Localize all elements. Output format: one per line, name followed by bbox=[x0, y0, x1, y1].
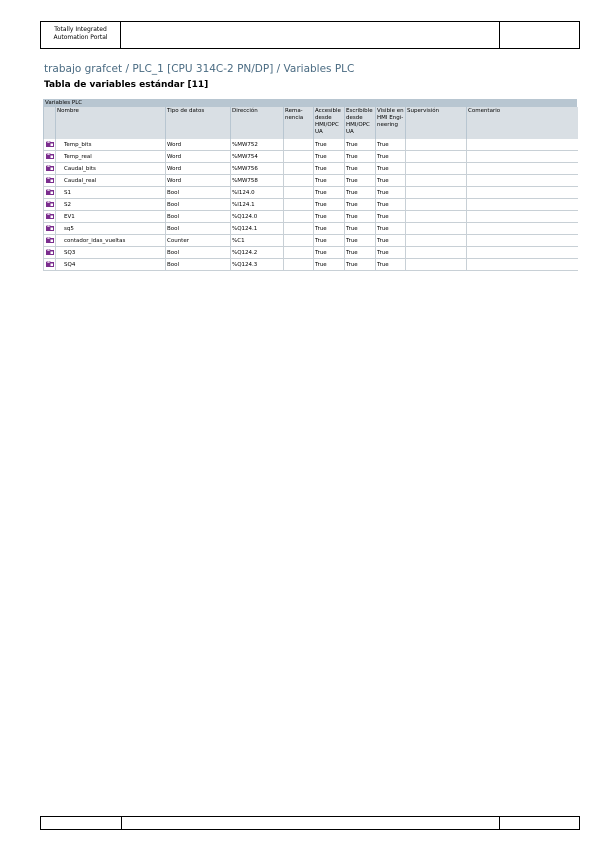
cell-type: Word bbox=[166, 151, 231, 163]
plc-tag-icon bbox=[46, 213, 54, 219]
cell-address: %MW756 bbox=[231, 163, 284, 175]
cell-address: %MW754 bbox=[231, 151, 284, 163]
plc-tag-icon bbox=[46, 153, 54, 159]
cell-visible: True bbox=[376, 247, 406, 259]
cell-supervision bbox=[406, 259, 467, 271]
cell-retain bbox=[284, 139, 314, 151]
table-row bbox=[44, 247, 578, 259]
cell-accessible: True bbox=[314, 211, 345, 223]
cell-name: Temp_bits bbox=[56, 139, 166, 151]
cell-supervision bbox=[406, 139, 467, 151]
cell-retain bbox=[284, 163, 314, 175]
breadcrumb-section: Variables PLC bbox=[283, 63, 355, 75]
cell-address: %I124.0 bbox=[231, 187, 284, 199]
icon-cell bbox=[44, 211, 56, 223]
cell-writable: True bbox=[345, 211, 376, 223]
plc-tag-icon bbox=[46, 237, 54, 243]
plc-tag-icon bbox=[46, 249, 54, 255]
column-header-visible: Visible en HMI Engi- neering bbox=[376, 107, 406, 139]
cell-writable: True bbox=[345, 247, 376, 259]
cell-name: SQ3 bbox=[56, 247, 166, 259]
cell-retain bbox=[284, 199, 314, 211]
cell-visible: True bbox=[376, 175, 406, 187]
cell-writable: True bbox=[345, 259, 376, 271]
cell-name: sq5 bbox=[56, 223, 166, 235]
cell-type: Word bbox=[166, 163, 231, 175]
page-header bbox=[40, 21, 580, 49]
cell-writable: True bbox=[345, 151, 376, 163]
table-row bbox=[44, 151, 578, 163]
cell-address: %Q124.1 bbox=[231, 223, 284, 235]
cell-address: %Q124.3 bbox=[231, 259, 284, 271]
table-row bbox=[44, 211, 578, 223]
cell-supervision bbox=[406, 211, 467, 223]
footer-cell-1 bbox=[41, 817, 122, 829]
cell-address: %C1 bbox=[231, 235, 284, 247]
icon-cell bbox=[44, 163, 56, 175]
variables-table bbox=[43, 107, 578, 271]
cell-type: Bool bbox=[166, 187, 231, 199]
cell-retain bbox=[284, 235, 314, 247]
icon-cell bbox=[44, 247, 56, 259]
column-header-type: Tipo de datos bbox=[166, 107, 231, 139]
column-header-address: Dirección bbox=[231, 107, 284, 139]
table-row bbox=[44, 259, 578, 271]
table-row bbox=[44, 235, 578, 247]
cell-visible: True bbox=[376, 163, 406, 175]
cell-comment bbox=[467, 247, 578, 259]
table-row bbox=[44, 163, 578, 175]
plc-tag-icon bbox=[46, 261, 54, 267]
column-header-accessible: Accesible desde HMI/OPC UA bbox=[314, 107, 345, 139]
cell-address: %Q124.0 bbox=[231, 211, 284, 223]
breadcrumb-separator: / bbox=[273, 63, 284, 75]
cell-supervision bbox=[406, 235, 467, 247]
cell-accessible: True bbox=[314, 175, 345, 187]
breadcrumb bbox=[44, 63, 354, 75]
cell-visible: True bbox=[376, 199, 406, 211]
cell-address: %MW758 bbox=[231, 175, 284, 187]
cell-type: Bool bbox=[166, 247, 231, 259]
cell-visible: True bbox=[376, 139, 406, 151]
cell-comment bbox=[467, 139, 578, 151]
cell-comment bbox=[467, 223, 578, 235]
cell-supervision bbox=[406, 163, 467, 175]
table-caption: Variables PLC bbox=[43, 99, 577, 107]
logo-line-2: Automation Portal bbox=[53, 34, 108, 41]
icon-cell bbox=[44, 175, 56, 187]
cell-address: %I124.1 bbox=[231, 199, 284, 211]
cell-supervision bbox=[406, 223, 467, 235]
cell-visible: True bbox=[376, 223, 406, 235]
cell-accessible: True bbox=[314, 163, 345, 175]
column-header-comment: Comentario bbox=[467, 107, 578, 139]
cell-comment bbox=[467, 235, 578, 247]
cell-address: %MW752 bbox=[231, 139, 284, 151]
header-middle-cell bbox=[121, 22, 500, 48]
cell-accessible: True bbox=[314, 187, 345, 199]
cell-supervision bbox=[406, 175, 467, 187]
cell-accessible: True bbox=[314, 247, 345, 259]
cell-supervision bbox=[406, 151, 467, 163]
icon-cell bbox=[44, 223, 56, 235]
icon-cell bbox=[44, 259, 56, 271]
cell-address: %Q124.2 bbox=[231, 247, 284, 259]
cell-retain bbox=[284, 187, 314, 199]
cell-retain bbox=[284, 211, 314, 223]
table-header-row bbox=[44, 107, 578, 139]
table-body bbox=[44, 139, 578, 271]
cell-writable: True bbox=[345, 175, 376, 187]
icon-cell bbox=[44, 199, 56, 211]
icon-cell bbox=[44, 151, 56, 163]
cell-retain bbox=[284, 151, 314, 163]
section-title: Tabla de variables estándar [11] bbox=[44, 80, 209, 90]
plc-tag-icon bbox=[46, 177, 54, 183]
cell-writable: True bbox=[345, 163, 376, 175]
breadcrumb-project: trabajo grafcet bbox=[44, 63, 123, 75]
cell-writable: True bbox=[345, 235, 376, 247]
cell-comment bbox=[467, 151, 578, 163]
cell-accessible: True bbox=[314, 223, 345, 235]
cell-supervision bbox=[406, 187, 467, 199]
column-header-retain: Rema- nencia bbox=[284, 107, 314, 139]
cell-type: Bool bbox=[166, 211, 231, 223]
cell-writable: True bbox=[345, 223, 376, 235]
cell-name: S2 bbox=[56, 199, 166, 211]
cell-visible: True bbox=[376, 259, 406, 271]
cell-accessible: True bbox=[314, 259, 345, 271]
cell-retain bbox=[284, 223, 314, 235]
cell-supervision bbox=[406, 247, 467, 259]
breadcrumb-device: PLC_1 [CPU 314C-2 PN/DP] bbox=[132, 63, 274, 75]
table-row bbox=[44, 175, 578, 187]
cell-name: Caudal_bits bbox=[56, 163, 166, 175]
cell-retain bbox=[284, 259, 314, 271]
cell-accessible: True bbox=[314, 235, 345, 247]
cell-visible: True bbox=[376, 235, 406, 247]
cell-name: Caudal_real bbox=[56, 175, 166, 187]
cell-name: SQ4 bbox=[56, 259, 166, 271]
footer-cell-2 bbox=[121, 817, 500, 829]
cell-supervision bbox=[406, 199, 467, 211]
cell-writable: True bbox=[345, 187, 376, 199]
cell-accessible: True bbox=[314, 151, 345, 163]
cell-accessible: True bbox=[314, 199, 345, 211]
page-footer bbox=[40, 816, 580, 830]
cell-retain bbox=[284, 247, 314, 259]
cell-name: EV1 bbox=[56, 211, 166, 223]
cell-comment bbox=[467, 199, 578, 211]
plc-tag-icon bbox=[46, 165, 54, 171]
cell-type: Bool bbox=[166, 199, 231, 211]
icon-cell bbox=[44, 187, 56, 199]
cell-accessible: True bbox=[314, 139, 345, 151]
column-header-name: Nombre bbox=[56, 107, 166, 139]
cell-type: Bool bbox=[166, 259, 231, 271]
variables-table-wrapper bbox=[43, 99, 577, 271]
tia-portal-logo bbox=[41, 22, 121, 48]
icon-cell bbox=[44, 235, 56, 247]
table-row bbox=[44, 187, 578, 199]
column-header-writable: Escribible desde HMI/OPC UA bbox=[345, 107, 376, 139]
column-header-supervision: Supervisión bbox=[406, 107, 467, 139]
table-row bbox=[44, 223, 578, 235]
logo-line-1: Totally Integrated bbox=[54, 26, 107, 33]
cell-comment bbox=[467, 175, 578, 187]
cell-visible: True bbox=[376, 187, 406, 199]
table-row bbox=[44, 199, 578, 211]
cell-type: Counter bbox=[166, 235, 231, 247]
cell-retain bbox=[284, 175, 314, 187]
cell-type: Word bbox=[166, 175, 231, 187]
cell-type: Word bbox=[166, 139, 231, 151]
cell-writable: True bbox=[345, 139, 376, 151]
table-row bbox=[44, 139, 578, 151]
icon-cell bbox=[44, 139, 56, 151]
cell-comment bbox=[467, 259, 578, 271]
cell-comment bbox=[467, 187, 578, 199]
cell-visible: True bbox=[376, 211, 406, 223]
cell-comment bbox=[467, 163, 578, 175]
cell-name: Temp_real bbox=[56, 151, 166, 163]
cell-writable: True bbox=[345, 199, 376, 211]
plc-tag-icon bbox=[46, 141, 54, 147]
cell-name: S1 bbox=[56, 187, 166, 199]
cell-comment bbox=[467, 211, 578, 223]
plc-tag-icon bbox=[46, 201, 54, 207]
plc-tag-icon bbox=[46, 225, 54, 231]
cell-visible: True bbox=[376, 151, 406, 163]
plc-tag-icon bbox=[46, 189, 54, 195]
cell-name: contador_idas_vueltas bbox=[56, 235, 166, 247]
breadcrumb-separator: / bbox=[122, 63, 133, 75]
icon-column-header bbox=[44, 107, 56, 139]
cell-type: Bool bbox=[166, 223, 231, 235]
